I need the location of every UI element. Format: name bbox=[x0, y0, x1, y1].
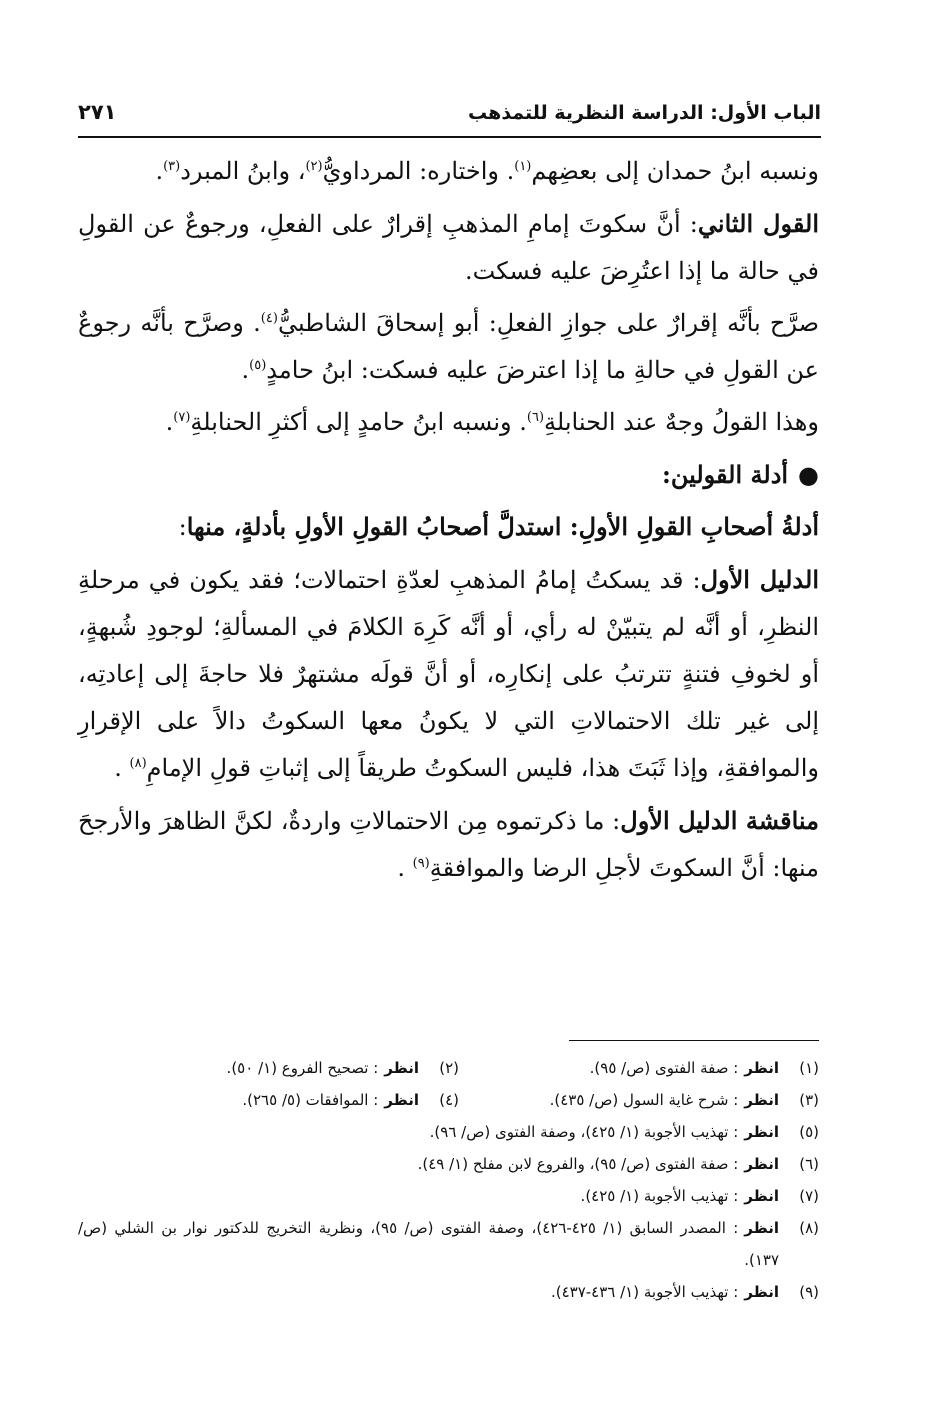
footnote-ref-3: (٣) bbox=[163, 159, 181, 174]
section-heading-first-evidence: الدليل الأول bbox=[700, 565, 819, 594]
footnote-ref-8: (٨) bbox=[129, 756, 147, 771]
bullet-icon: ● bbox=[798, 460, 819, 489]
paragraph-7: مناقشة الدليل الأول: ما ذكرتموه مِن الاحتمالاتِ واردةٌ، لكنَّ الظاهرَ والأرجحَ منها: أنَّ السكوتَ لأجلِ الرضا والموافقةِ$^{(٩)}$ . bbox=[78, 806, 820, 882]
footnote-ref-4: (٤) bbox=[260, 311, 278, 326]
bullet-heading: ●أدلة القولين: bbox=[661, 460, 819, 489]
page-number: ٢٧١ bbox=[78, 100, 117, 124]
page-header bbox=[78, 96, 821, 138]
footnote-ref-2: (٢) bbox=[305, 159, 323, 174]
main-text bbox=[78, 148, 819, 897]
footnote-2: (٢) انظر : تصحيح الفروع (١/ ٥٠). bbox=[226, 1059, 459, 1077]
footnote-ref-6: (٦) bbox=[526, 410, 545, 425]
footnote-7: (٧) انظر : تهذيب الأجوبة (١/ ٤٢٥). bbox=[580, 1187, 819, 1205]
footnote-1: (١) انظر : صفة الفتوى (ص/ ٩٥). bbox=[589, 1059, 819, 1077]
paragraph-4: وهذا القولُ وجهٌ عند الحنابلةِ$^{(٦)}$. ونسبه ابنُ حامدٍ إلى أكثرِ الحنابلةِ$^{(٧)}$. bbox=[165, 408, 819, 436]
section-heading-second-opinion: القول الثاني bbox=[697, 209, 819, 238]
section-heading-discussion: مناقشة الدليل الأول bbox=[620, 806, 820, 835]
footnote-ref-9: (٩) bbox=[412, 856, 430, 871]
footnote-9: (٩) انظر : تهذيب الأجوبة (١/ ٤٣٦-٤٣٧). bbox=[550, 1283, 819, 1301]
footnote-6: (٦) انظر : صفة الفتوى (ص/ ٩٥)، والفروع لابن مفلح (١/ ٤٩). bbox=[417, 1155, 819, 1173]
paragraph-5: أدلةُ أصحابِ القولِ الأولِ: استدلَّ أصحابُ القولِ الأولِ بأدلةٍ، منها: bbox=[178, 512, 819, 541]
paragraph-3: صرَّح بأنَّه إقرارٌ على جوازِ الفعلِ: أبو إسحاقَ الشاطبيُّ$^{(٤)}$. وصرَّح بأنَّه رجوعٌ عن القولِ في حالةِ ما إذا اعترضَ عليه فسكت: ابنُ حامدٍ$^{(٥)}$. bbox=[78, 309, 820, 384]
running-head: الباب الأول: الدراسة النظرية للتمذهب bbox=[468, 102, 821, 124]
paragraph-1: ونسبه ابنُ حمدان إلى بعضِهم$^{(١)}$. واختاره: المرداويُّ$^{(٢)}$، وابنُ المبرد$^{(٣)}$. bbox=[155, 157, 819, 185]
paragraph-6: الدليل الأول: قد يسكتُ إمامُ المذهبِ لعدّةِ احتمالات؛ فقد يكون في مرحلةِ النظرِ، أو أنَّه لم يتبيّنْ له رأي، أو أنَّه كَرِهَ الكلامَ في المسألةِ؛ لوجودِ شُبهةٍ، أو لخوفِ فتنةٍ تترتبُ على إنكارِه، أو أنَّ قولَه مشتهرٌ فلا حاجةَ إلى إعادتِه، إلى غير تلك الاحتمالاتِ التي لا يكونُ معها السكوتُ دالاً على الإقرارِ والموافقةِ، وإذا ثَبَتَ هذا، فليس السكوتُ طريقاً إلى إثباتِ قولِ الإمامِ$^{(٨)}$ . bbox=[78, 565, 819, 782]
footnote-4: (٤) انظر : الموافقات (٥/ ٢٦٥). bbox=[242, 1091, 459, 1109]
footnote-row bbox=[78, 1052, 819, 1084]
footnotes bbox=[78, 1052, 819, 1308]
footnote-8: (٨) انظر: المصدر السابق (١/ ٤٢٥-٤٢٦)، وصفة الفتوى (ص/ ٩٥)، ونظرية التخريج للدكتور نوار بن الشلي (ص/ ١٣٧). bbox=[78, 1219, 819, 1269]
footnote-ref-7: (٧) bbox=[173, 410, 191, 425]
paragraph-2: القول الثاني: أنَّ سكوتَ إمامِ المذهبِ إقرارٌ على الفعلِ، ورجوعٌ عن القولِ في حالة ما إذا اعتُرِضَ عليه فسكت. bbox=[78, 209, 819, 285]
footnote-ref-5: (٥) bbox=[249, 358, 267, 373]
footnote-ref-1: (١) bbox=[514, 159, 532, 174]
footnote-divider bbox=[569, 1040, 819, 1041]
footnote-3: (٣) انظر : شرح غاية السول (ص/ ٤٣٥). bbox=[549, 1091, 819, 1109]
footnote-5: (٥) انظر : تهذيب الأجوبة (١/ ٤٢٥)، وصفة الفتوى (ص/ ٩٦). bbox=[429, 1123, 819, 1141]
footnote-row bbox=[78, 1084, 819, 1116]
section-heading-evidence: أدلةُ أصحابِ القولِ الأولِ: استدلَّ أصحابُ القولِ الأولِ بأدلةٍ، منها bbox=[186, 512, 819, 541]
